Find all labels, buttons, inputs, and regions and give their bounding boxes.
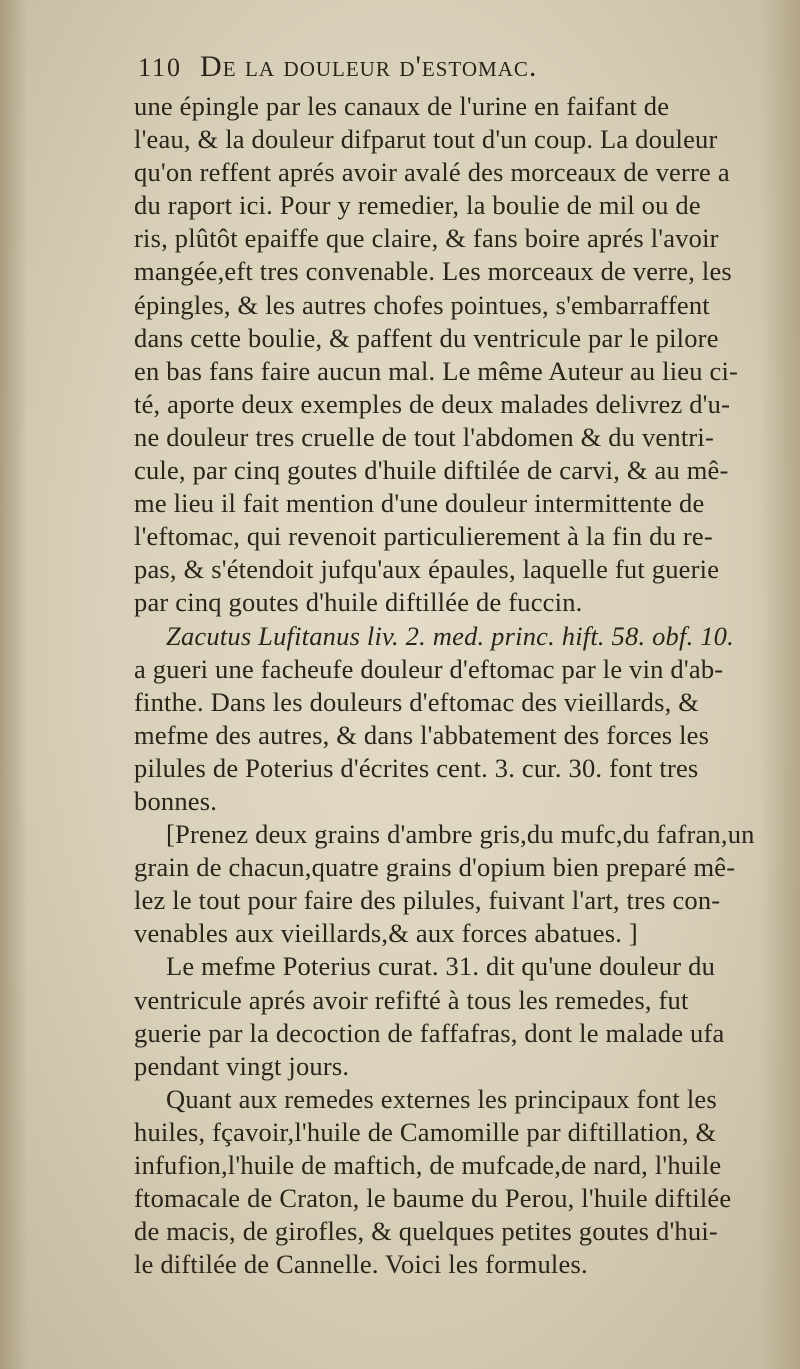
text-line: finthe. Dans les douleurs d'eftomac des vieillards, & — [134, 686, 700, 717]
text-line: a gueri une facheufe douleur d'eftomac par le vin d'ab- — [134, 653, 724, 684]
text-line: pas, & s'étendoit jufqu'aux épaules, laquelle fut guerie — [134, 554, 720, 585]
text-line: de macis, de girofles, & quelques petites goutes d'hui- — [134, 1216, 718, 1247]
text-line: par cinq goutes d'huile diftillée de fuccin. — [134, 587, 583, 618]
text-line: bonnes. — [134, 785, 218, 816]
text-line: Quant aux remedes externes les principaux font les — [166, 1083, 717, 1114]
text-line: dans cette boulie, & paffent du ventricule par le pilore — [134, 322, 719, 353]
text-line: ftomacale de Craton, le baume du Perou, l'huile diftilée — [134, 1183, 732, 1214]
text-line: Le mefme Poterius curat. 31. dit qu'une douleur du — [166, 951, 716, 982]
recipe-line: [Prenez deux grains d'ambre gris,du mufc,du fafran,un — [166, 819, 755, 850]
page-left-shadow — [0, 0, 28, 1369]
running-head: De la douleur d'estomac. — [200, 50, 538, 83]
text-line: ventricule aprés avoir refifté à tous les remedes, fut — [134, 984, 689, 1015]
text-line: l'eau, & la douleur difparut tout d'un coup. La douleur — [134, 124, 718, 155]
text-line: pilules de Poterius d'écrites cent. 3. cur. 30. font tres — [134, 752, 699, 783]
text-line: mangée,eft tres convenable. Les morceaux de verre, les — [134, 256, 732, 287]
text-line: ris, plûtôt epaiffe que claire, & fans boire aprés l'avoir — [134, 223, 719, 254]
text-line: en bas fans faire aucun mal. Le même Auteur au lieu ci- — [134, 355, 739, 386]
recipe-line: grain de chacun,quatre grains d'opium bien preparé mê- — [134, 852, 736, 883]
text-line: une épingle par les canaux de l'urine en faifant de — [134, 91, 670, 121]
page-header — [138, 50, 758, 90]
text-line: infufion,l'huile de maftich, de mufcade,de nard, l'huile — [134, 1150, 722, 1180]
page-number: 110 — [138, 53, 183, 82]
text-line: pendant vingt jours. — [134, 1050, 350, 1081]
recipe-line: venables aux vieillards,& aux forces abatues. ] — [134, 918, 638, 949]
text-line: qu'on reffent aprés avoir avalé des morceaux de verre a — [134, 157, 730, 188]
text-line: ne douleur tres cruelle de tout l'abdomen & du ventri- — [134, 421, 714, 452]
text-line: guerie par la decoction de faffafras, dont le malade ufa — [134, 1017, 725, 1048]
text-line: l'eftomac, qui revenoit particulierement à la fin du re- — [134, 521, 713, 552]
text-line: me lieu il fait mention d'une douleur intermittente de — [134, 488, 705, 519]
text-line: cule, par cinq goutes d'huile diftilée de carvi, & au mê- — [134, 455, 729, 486]
recipe-line: lez le tout pour faire des pilules, fuivant l'art, tres con- — [134, 885, 721, 916]
text-line: épingles, & les autres chofes pointues, s'embarraffent — [134, 289, 710, 320]
body-text — [134, 90, 774, 1281]
text-line: le diftilée de Cannelle. Voici les formules. — [134, 1249, 588, 1280]
text-line: mefme des autres, & dans l'abbatement des forces les — [134, 719, 710, 750]
text-line: té, aporte deux exemples de deux malades delivrez d'u- — [134, 388, 731, 419]
text-line: du raport ici. Pour y remedier, la boulie de mil ou de — [134, 190, 701, 221]
citation-line: Zacutus Lufitanus liv. 2. med. princ. hift. 58. obf. 10. — [166, 620, 734, 651]
text-line: huiles, fçavoir,l'huile de Camomille par diftillation, & — [134, 1116, 717, 1147]
